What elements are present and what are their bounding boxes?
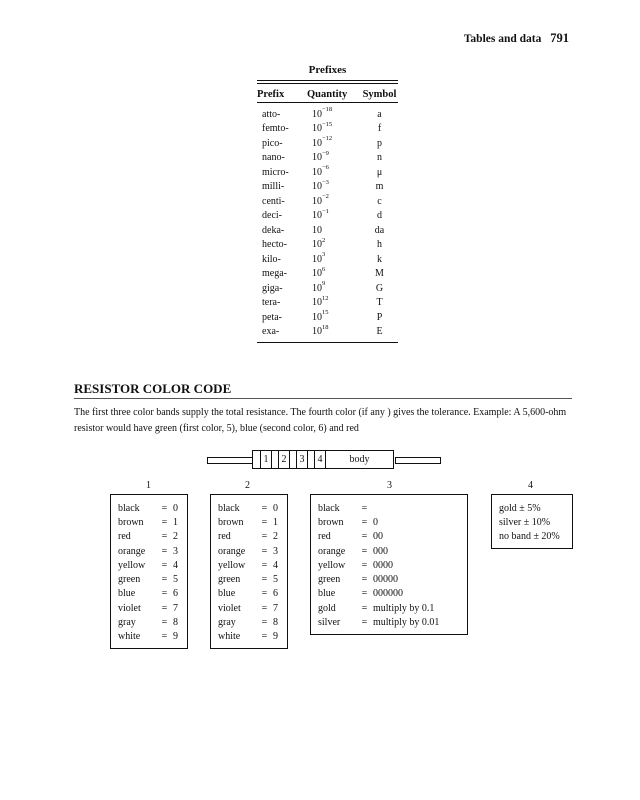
prefix-row [257, 136, 398, 151]
prefix-name: pico- [262, 137, 283, 149]
column-header-symbol: Symbol [362, 88, 397, 100]
color-value: 1 [273, 516, 278, 528]
band-label-1: 1 [260, 451, 272, 468]
quantity-exponent: 3 [322, 251, 326, 259]
prefix-row [257, 223, 398, 238]
color-value: 00000 [373, 574, 398, 586]
equals-sign: = [361, 516, 368, 528]
equals-sign: = [361, 588, 368, 600]
color-name: orange [318, 545, 346, 557]
equals-sign: = [161, 545, 168, 557]
column-number-4: 4 [528, 480, 533, 491]
color-value: 0 [173, 502, 178, 514]
color-name: brown [218, 516, 244, 528]
band-label-2: 2 [278, 451, 290, 468]
equals-sign: = [261, 502, 268, 514]
equals-sign: = [261, 574, 268, 586]
band2-color-table [210, 494, 288, 649]
prefix-quantity [305, 164, 361, 178]
prefix-quantity [305, 178, 361, 193]
color-code-row [218, 630, 280, 644]
quantity-exponent: −1 [322, 207, 329, 215]
prefix-quantity [305, 120, 361, 135]
color-code-row [318, 615, 460, 629]
color-value: 0 [273, 502, 278, 514]
equals-sign: = [161, 516, 168, 528]
quantity-base: 10 [312, 123, 322, 135]
equals-sign: = [161, 559, 168, 571]
color-code-row [318, 587, 460, 601]
color-code-row [218, 601, 280, 615]
color-code-row [318, 515, 460, 529]
prefix-symbol: h [377, 239, 382, 251]
body-label: body [349, 454, 370, 465]
quantity-base: 10 [312, 253, 322, 265]
color-value: 1 [173, 516, 178, 528]
quantity-exponent: 6 [322, 265, 326, 273]
prefix-name: mega- [262, 268, 287, 280]
color-name: brown [118, 516, 144, 528]
prefix-symbol: E [376, 326, 383, 338]
quantity-exponent: −3 [322, 178, 329, 186]
prefix-symbol: G [375, 282, 384, 294]
quantity-exponent: −18 [322, 106, 333, 114]
color-code-row [218, 515, 280, 529]
color-code-row [118, 558, 180, 572]
prefix-row [257, 107, 398, 122]
prefix-quantity [305, 323, 361, 338]
equals-sign: = [261, 545, 268, 557]
color-name: black [118, 502, 140, 514]
prefix-symbol: a [377, 108, 382, 120]
color-code-row [118, 501, 180, 515]
quantity-exponent: −2 [322, 193, 329, 201]
section-title: RESISTOR COLOR CODE [74, 381, 232, 396]
prefix-name: atto- [262, 108, 281, 120]
tolerance-row: silver ± 10% [499, 516, 551, 528]
prefix-quantity [305, 265, 361, 280]
color-name: violet [118, 602, 141, 614]
prefix-row [257, 122, 398, 137]
prefix-row [257, 165, 398, 180]
quantity-base: 10 [312, 326, 322, 338]
equals-sign: = [261, 588, 268, 600]
color-value: 3 [273, 545, 278, 557]
column-header-quantity: Quantity [307, 88, 348, 100]
color-value: 4 [173, 559, 178, 571]
page-number: 791 [550, 31, 569, 45]
color-name: green [318, 574, 341, 586]
equals-sign: = [361, 545, 368, 557]
color-name: blue [118, 588, 136, 600]
equals-sign: = [161, 602, 168, 614]
color-code-row [218, 615, 280, 629]
prefix-name: hecto- [262, 239, 287, 251]
table-top-rule [257, 80, 398, 84]
prefix-row [257, 180, 398, 195]
quantity-base: 10 [312, 282, 322, 294]
color-code-row [318, 501, 460, 515]
prefixes-title: Prefixes [308, 64, 347, 76]
equals-sign: = [261, 516, 268, 528]
equals-sign: = [161, 502, 168, 514]
color-code-row [318, 601, 460, 615]
equals-sign: = [361, 617, 368, 629]
quantity-exponent: −9 [322, 149, 329, 157]
color-name: blue [218, 588, 236, 600]
prefix-row [257, 194, 398, 209]
prefix-symbol: M [375, 268, 384, 280]
prefix-symbol: k [377, 253, 382, 265]
prefix-row [257, 310, 398, 325]
color-value: multiply by 0.01 [373, 617, 440, 629]
color-name: red [318, 531, 331, 543]
prefix-symbol: da [374, 224, 385, 236]
prefixes-table [257, 64, 398, 343]
color-value: 6 [273, 588, 278, 600]
quantity-base: 10 [312, 224, 322, 236]
prefix-quantity [305, 149, 361, 164]
prefix-row [257, 209, 398, 224]
band4-tolerance-table [491, 494, 573, 549]
equals-sign: = [361, 602, 368, 614]
prefix-quantity [305, 193, 361, 207]
equals-sign: = [161, 631, 168, 643]
resistor-diagram [252, 450, 394, 469]
prefix-name: centi- [262, 195, 285, 207]
quantity-exponent: 9 [322, 280, 326, 288]
quantity-base: 10 [312, 268, 322, 280]
prefix-name: tera- [262, 297, 281, 309]
prefix-symbol: μ [376, 166, 383, 178]
color-code-row [318, 544, 460, 558]
tolerance-row: no band ± 20% [499, 531, 560, 543]
color-value: multiply by 0.1 [373, 602, 435, 614]
color-name: yellow [118, 559, 146, 571]
color-value: 9 [273, 631, 278, 643]
color-value: 0 [373, 516, 378, 528]
column-header-prefix: Prefix [257, 88, 285, 100]
quantity-exponent: −15 [322, 120, 333, 128]
color-name: white [218, 631, 241, 643]
quantity-base: 10 [312, 108, 322, 120]
color-value: 8 [173, 617, 178, 629]
quantity-base: 10 [312, 210, 322, 222]
table-bottom-rule [257, 342, 398, 343]
equals-sign: = [261, 602, 268, 614]
prefix-name: deci- [262, 210, 282, 222]
prefix-symbol: d [377, 210, 382, 222]
color-name: red [118, 531, 131, 543]
prefix-row [257, 267, 398, 282]
color-value: 8 [273, 617, 278, 629]
color-name: violet [218, 602, 241, 614]
equals-sign: = [161, 617, 168, 629]
color-name: gold [318, 602, 336, 614]
prefix-name: milli- [262, 181, 285, 193]
quantity-exponent: −12 [322, 135, 333, 143]
prefix-quantity [305, 309, 361, 323]
color-code-row [218, 530, 280, 544]
prefix-symbol: p [377, 137, 382, 149]
prefix-symbol: f [377, 123, 382, 135]
color-value: 00 [373, 531, 383, 543]
quantity-exponent: −6 [322, 164, 329, 172]
prefix-name: exa- [262, 326, 280, 338]
color-value: 5 [173, 574, 178, 586]
quantity-base: 10 [312, 239, 322, 251]
color-code-row [118, 587, 180, 601]
color-name: blue [318, 588, 336, 600]
band3-color-table [310, 494, 468, 635]
color-code-row [118, 615, 180, 629]
quantity-exponent: 12 [322, 294, 329, 302]
prefix-symbol: n [377, 152, 382, 164]
prefix-symbol: P [376, 311, 383, 323]
color-value: 000000 [373, 588, 403, 600]
color-name: yellow [218, 559, 246, 571]
color-value: 2 [273, 531, 278, 543]
color-code-row [218, 558, 280, 572]
intro-paragraph: The first three color bands supply the total resistance. The fourth color (if any ) gives the tolerance. Example: A 5,600-ohm resistor would have green (first color, 5), blue (second color, 6) and red [74, 407, 567, 434]
color-value: 4 [273, 559, 278, 571]
prefix-row [257, 296, 398, 311]
prefix-name: nano- [262, 152, 285, 164]
color-code-row [218, 544, 280, 558]
header-section: Tables and data [463, 33, 542, 45]
color-name: orange [218, 545, 246, 557]
color-code-row [118, 544, 180, 558]
prefix-quantity [305, 294, 361, 309]
table-header-row [257, 86, 398, 102]
quantity-base: 10 [312, 297, 322, 309]
color-value: 5 [273, 574, 278, 586]
color-name: gray [218, 617, 236, 629]
color-code-row [118, 515, 180, 529]
prefix-quantity [305, 207, 361, 222]
prefix-name: deka- [262, 224, 285, 236]
equals-sign: = [161, 588, 168, 600]
color-name: black [218, 502, 240, 514]
quantity-base: 10 [312, 195, 322, 207]
prefix-row [257, 238, 398, 253]
prefix-symbol: m [375, 181, 384, 193]
quantity-exponent: 15 [322, 309, 329, 317]
color-value: 3 [173, 545, 178, 557]
color-name: green [218, 574, 241, 586]
color-name: yellow [318, 559, 346, 571]
color-code-row [318, 572, 460, 586]
equals-sign: = [361, 559, 368, 571]
color-code-row [118, 572, 180, 586]
prefix-row [257, 252, 398, 267]
right-lead-wire [395, 457, 441, 464]
column-number-2: 2 [245, 480, 250, 491]
color-name: green [118, 574, 141, 586]
prefix-name: giga- [262, 282, 283, 294]
equals-sign: = [361, 502, 368, 514]
color-value: 6 [173, 588, 178, 600]
column-number-1: 1 [146, 480, 151, 491]
prefix-row [257, 151, 398, 166]
tolerance-row: gold ± 5% [499, 502, 541, 514]
prefix-symbol: T [376, 297, 383, 309]
prefix-quantity [305, 236, 361, 251]
prefix-name: peta- [262, 311, 282, 323]
color-code-row [218, 501, 280, 515]
prefix-row [257, 281, 398, 296]
prefix-name: femto- [262, 123, 289, 135]
left-lead-wire [207, 457, 253, 464]
prefix-row [257, 325, 398, 340]
equals-sign: = [261, 617, 268, 629]
color-code-row [118, 601, 180, 615]
color-code-row [318, 530, 460, 544]
prefix-quantity [305, 225, 361, 236]
color-value: 7 [173, 602, 178, 614]
color-name: orange [118, 545, 146, 557]
color-code-row [218, 572, 280, 586]
color-value: 0000 [373, 559, 393, 571]
equals-sign: = [261, 559, 268, 571]
color-name: silver [318, 617, 341, 629]
prefix-quantity [305, 251, 361, 265]
color-name: brown [318, 516, 344, 528]
color-code-row [218, 587, 280, 601]
color-code-row [118, 530, 180, 544]
page-header [464, 31, 569, 46]
equals-sign: = [361, 574, 368, 586]
quantity-base: 10 [312, 166, 322, 178]
color-name: black [318, 502, 340, 514]
equals-sign: = [161, 531, 168, 543]
equals-sign: = [261, 631, 268, 643]
band-label-3: 3 [296, 451, 308, 468]
color-value: 000 [373, 545, 388, 557]
color-value: 7 [273, 602, 278, 614]
equals-sign: = [261, 531, 268, 543]
color-value: 2 [173, 531, 178, 543]
quantity-base: 10 [312, 181, 322, 193]
color-name: gray [118, 617, 136, 629]
prefix-rows [257, 103, 398, 342]
quantity-exponent: 2 [322, 236, 326, 244]
band1-color-table [110, 494, 188, 649]
equals-sign: = [161, 574, 168, 586]
prefix-quantity [305, 280, 361, 294]
prefix-name: kilo- [262, 253, 281, 265]
quantity-base: 10 [312, 311, 322, 323]
color-name: red [218, 531, 231, 543]
prefix-quantity [305, 135, 361, 149]
equals-sign: = [361, 531, 368, 543]
prefix-symbol: c [377, 195, 382, 207]
prefix-name: micro- [262, 166, 289, 178]
quantity-base: 10 [312, 137, 322, 149]
quantity-base: 10 [312, 152, 322, 164]
band-label-4: 4 [314, 451, 326, 468]
section-rule [74, 398, 572, 399]
quantity-exponent: 18 [322, 323, 329, 331]
color-value: 9 [173, 631, 178, 643]
prefix-quantity [305, 106, 361, 120]
column-number-3: 3 [387, 480, 392, 491]
color-code-row [118, 630, 180, 644]
color-name: white [118, 631, 141, 643]
color-code-row [318, 558, 460, 572]
